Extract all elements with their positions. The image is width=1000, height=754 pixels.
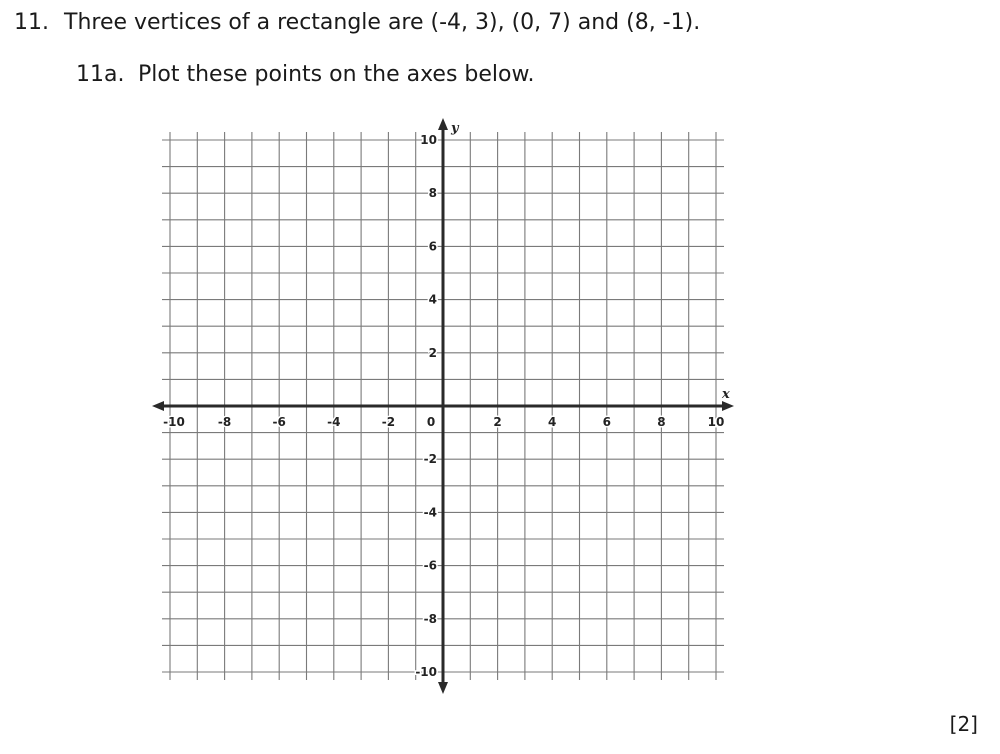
y-tick-label: 4 bbox=[428, 292, 437, 307]
y-tick-label: -2 bbox=[423, 452, 437, 467]
subquestion-text: Plot these points on the axes below. bbox=[138, 62, 535, 87]
y-tick-label: 8 bbox=[428, 186, 437, 201]
x-tick-label: -10 bbox=[163, 415, 185, 429]
y-tick-label: 6 bbox=[428, 239, 437, 254]
x-tick-label: -6 bbox=[272, 415, 286, 429]
y-tick-label: -6 bbox=[423, 558, 437, 573]
y-axis-label: y bbox=[451, 121, 459, 136]
y-tick-label: 10 bbox=[420, 133, 437, 147]
y-tick-label: -8 bbox=[423, 611, 437, 626]
x-tick-label: -2 bbox=[381, 415, 396, 429]
subquestion-number: 11a. bbox=[76, 62, 125, 87]
question-text: Three vertices of a rectangle are (-4, 3), (0, 7) and (8, -1). bbox=[64, 10, 701, 35]
y-tick-label: -4 bbox=[423, 505, 437, 520]
x-tick-label: 8 bbox=[657, 415, 666, 429]
x-axis-label: x bbox=[722, 387, 730, 402]
x-tick-label: 4 bbox=[548, 415, 557, 429]
y-tick-label: 2 bbox=[428, 345, 437, 360]
x-tick-label: -4 bbox=[327, 415, 341, 429]
x-axis-arrow-right bbox=[722, 401, 734, 411]
x-tick-label: 0 bbox=[426, 415, 436, 429]
x-tick-label: -8 bbox=[217, 415, 232, 429]
x-tick-label: 2 bbox=[493, 415, 502, 429]
marks-label: [2] bbox=[949, 712, 978, 736]
x-axis-arrow-left bbox=[152, 401, 164, 411]
question-number: 11. bbox=[14, 10, 49, 35]
y-axis-arrow-down bbox=[438, 682, 448, 694]
y-tick-label: -10 bbox=[415, 665, 437, 679]
x-tick-label: 10 bbox=[707, 415, 725, 429]
x-tick-label: 6 bbox=[602, 415, 611, 429]
y-axis-arrow-up bbox=[438, 118, 448, 130]
